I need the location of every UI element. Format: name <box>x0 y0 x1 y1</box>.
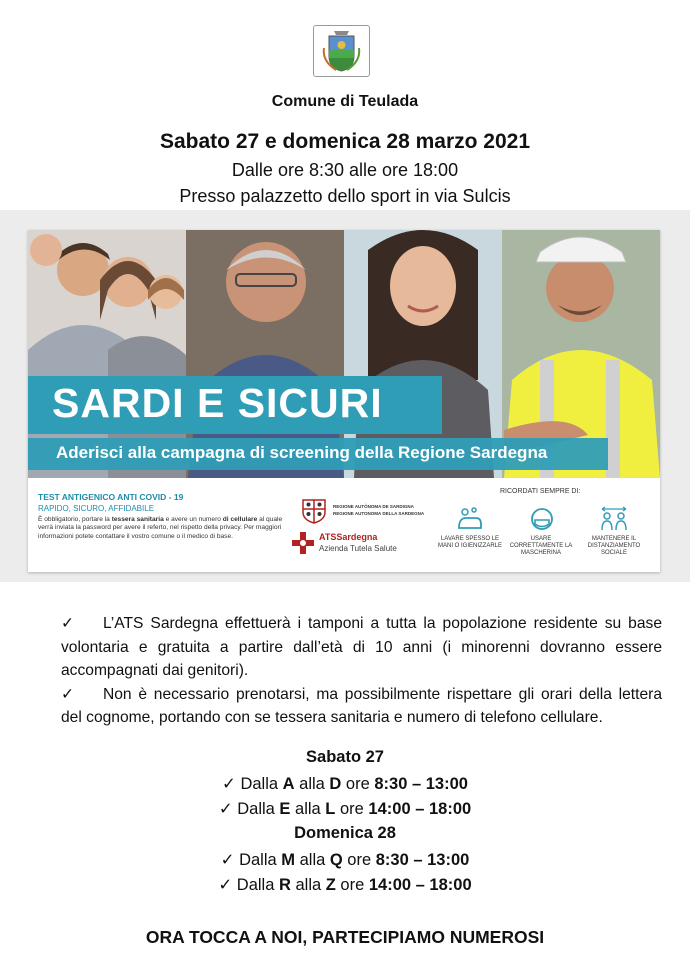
bullet-text: L’ATS Sardegna effettuerà i tamponi a tutta la popolazione residente su base volontaria e gratuita a partire dall’età di 10 anni (i minorenni dovranno essere accompagnati dai genitori). <box>61 615 662 679</box>
face-mask-icon <box>528 506 556 532</box>
slot-time: 14:00 – 18:00 <box>368 876 472 894</box>
remember-heading: RICORDATI SEMPRE DI: <box>500 488 581 495</box>
slot-letter-from: E <box>279 800 291 818</box>
test-body <box>38 516 283 541</box>
ats-logo-icon <box>290 530 316 556</box>
schedule-slot <box>0 850 690 870</box>
bullet-item <box>61 612 662 683</box>
schedule-slot <box>0 774 690 794</box>
slot-text: alla <box>290 876 326 894</box>
event-place: Presso palazzetto dello sport in via Sulcis <box>179 186 511 206</box>
test-body-text: al quale verrà inviata la password per avere il referto, nel rispetto della privacy. Per maggiori informazioni potete contattare il vostro comune o il medico di base. <box>38 516 283 540</box>
regione-name-sardinian: REGIONE AUTÒNOMA DE SARDIGNA <box>333 504 414 509</box>
slot-text: alla <box>294 775 330 793</box>
slot-text: alla <box>295 851 330 869</box>
slot-time: 8:30 – 13:00 <box>375 851 470 869</box>
schedule-day-heading: Domenica 28 <box>294 824 396 842</box>
bullet-item <box>61 683 662 730</box>
test-body-text: È obbligatorio, portare la <box>38 516 112 523</box>
schedule-slot <box>0 875 690 895</box>
campaign-title: SARDI E SICURI <box>52 380 383 426</box>
hand-washing-icon <box>456 506 484 532</box>
slot-letter-to: L <box>325 800 336 818</box>
test-title: TEST ANTIGENICO ANTI COVID - 19 <box>38 492 184 502</box>
test-subtitle: RAPIDO, SICURO, AFFIDABILE <box>38 504 155 513</box>
test-body-bold: tessera sanitaria <box>111 516 164 523</box>
tip-mask: USARE CORRETTAMENTE LA MASCHERINA <box>509 536 573 556</box>
slot-text: ore <box>335 800 369 818</box>
slot-text: alla <box>290 800 326 818</box>
slot-letter-from: A <box>282 775 295 793</box>
slot-letter-to: Z <box>325 876 336 894</box>
slot-time: 8:30 – 13:00 <box>374 775 468 793</box>
event-date: Sabato 27 e domenica 28 marzo 2021 <box>159 130 530 153</box>
slot-letter-to: D <box>329 775 342 793</box>
check-icon: ✓ <box>222 775 236 793</box>
check-icon: ✓ <box>220 851 235 869</box>
slot-letter-from: R <box>278 876 291 894</box>
schedule-slot <box>0 799 690 819</box>
ats-description: Azienda Tutela Salute <box>319 544 397 553</box>
bullet-text: Non è necessario prenotarsi, ma possibilmente rispettare gli orari della lettera del cognome, portando con se tessera sanitaria e numero di telefono cellulare. <box>61 685 662 726</box>
tip-hands: LAVARE SPESSO LE MANI O IGIENIZZARLE <box>437 536 502 549</box>
banner-info-strip <box>28 478 660 572</box>
slot-text: Dalla <box>237 800 280 818</box>
slot-text: ore <box>342 851 376 869</box>
call-to-action: ORA TOCCA A NOI, PARTECIPIAMO NUMEROSI <box>145 927 545 947</box>
municipal-crest-icon <box>313 25 370 77</box>
slot-letter-to: Q <box>329 851 343 869</box>
tip-distance: MANTENERE IL DISTANZIAMENTO SOCIALE <box>587 536 641 556</box>
test-body-text: e avere un numero <box>163 516 221 523</box>
social-distance-icon <box>598 506 630 532</box>
slot-time: 14:00 – 18:00 <box>368 800 472 818</box>
ats-name: ATSSardegna <box>319 532 378 542</box>
comune-name: Comune di Teulada <box>271 93 419 110</box>
check-icon: ✓ <box>218 800 233 818</box>
campaign-banner <box>28 230 660 572</box>
campaign-subtitle: Aderisci alla campagna di screening della Regione Sardegna <box>56 443 548 462</box>
slot-text: Dalla <box>239 851 282 869</box>
banner-background <box>0 210 690 582</box>
check-icon: ✓ <box>61 685 75 703</box>
slot-text: ore <box>335 876 369 894</box>
regione-name-italian: REGIONE AUTONOMA DELLA SARDEGNA <box>333 511 425 516</box>
event-hours: Dalle ore 8:30 alle ore 18:00 <box>231 160 459 180</box>
slot-text: Dalla <box>240 775 283 793</box>
check-icon: ✓ <box>61 615 75 632</box>
regione-crest-icon <box>300 498 328 524</box>
test-body-bold: di cellulare <box>222 516 258 523</box>
info-bullets <box>61 612 662 730</box>
schedule-day-heading: Sabato 27 <box>306 748 384 766</box>
slot-text: Dalla <box>236 876 279 894</box>
slot-text: ore <box>341 775 375 793</box>
check-icon: ✓ <box>218 876 233 894</box>
slot-letter-from: M <box>281 851 296 869</box>
